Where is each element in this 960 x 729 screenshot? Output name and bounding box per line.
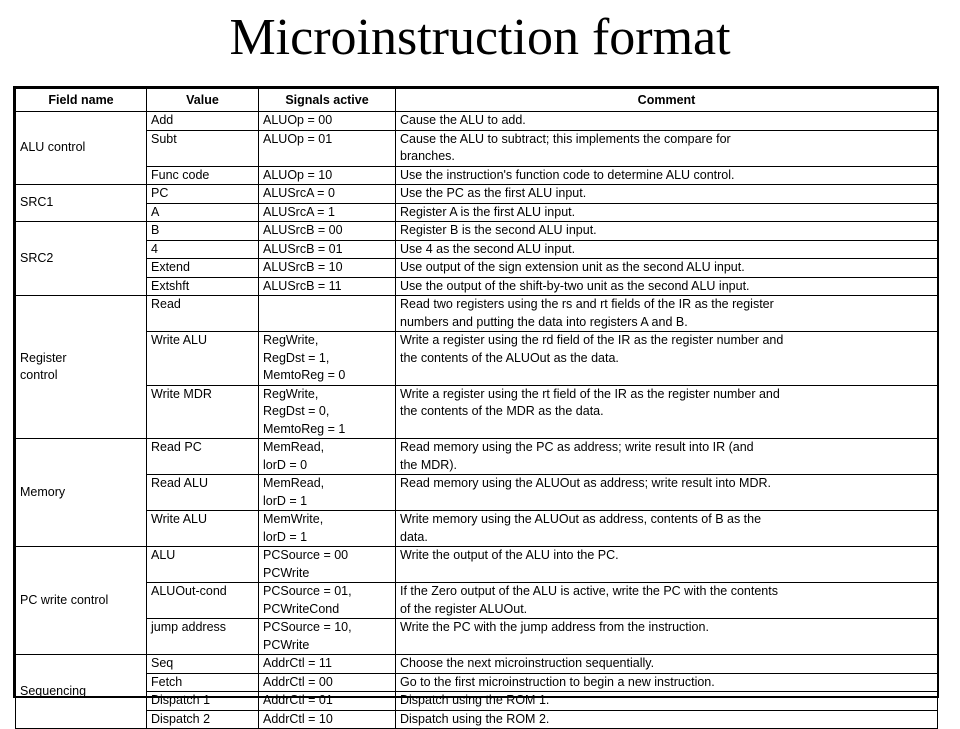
- table-row: [16, 692, 938, 711]
- value-cell-line: Dispatch 2: [151, 711, 211, 726]
- signals-cell-line: PCWrite: [263, 637, 310, 652]
- signals-cell-line: ALUSrcB = 10: [263, 260, 343, 274]
- signals-cell: [259, 692, 396, 711]
- table-row: [16, 655, 938, 674]
- value-cell-line: ALU: [151, 548, 176, 562]
- value-cell-line: jump address: [151, 620, 227, 634]
- signals-cell-line: ALUSrcB = 01: [263, 241, 343, 256]
- field-name-cell: [16, 222, 147, 296]
- table-row: [16, 547, 938, 583]
- signals-cell-line: AddrCtl = 10: [263, 711, 333, 726]
- comment-cell: [396, 655, 938, 674]
- comment-cell-line: data.: [400, 529, 428, 544]
- header-value: Value: [147, 89, 259, 112]
- signals-cell-line: ALUSrcA = 0: [263, 186, 335, 200]
- signals-cell: [259, 547, 396, 583]
- comment-cell-line: Use output of the sign extension unit as the second ALU input.: [400, 260, 745, 274]
- page-title: Microinstruction format: [229, 9, 731, 66]
- signals-cell-line: MemtoReg = 0: [263, 368, 346, 382]
- value-cell-line: Fetch: [151, 674, 183, 689]
- value-cell: [147, 130, 259, 166]
- value-cell-line: 4: [151, 241, 158, 256]
- table-body: [16, 112, 938, 729]
- signals-cell: [259, 240, 396, 259]
- signals-cell-line: ALUSrcA = 1: [263, 204, 335, 219]
- header-comment: Comment: [396, 89, 938, 112]
- signals-cell: [259, 185, 396, 204]
- header-field-name: Field name: [16, 89, 147, 112]
- value-cell-line: Func code: [151, 167, 210, 182]
- field-name-cell: [16, 547, 147, 655]
- signals-cell-line: AddrCtl = 11: [263, 656, 332, 670]
- value-cell: [147, 296, 259, 332]
- value-cell-line: PC: [151, 186, 169, 200]
- comment-cell-line: Read two registers using the rs and rt fields of the IR as the register: [400, 297, 774, 311]
- signals-cell-line: ALUSrcB = 00: [263, 223, 343, 237]
- value-cell-line: Write ALU: [151, 512, 208, 526]
- signals-cell-line: RegWrite,: [263, 386, 319, 401]
- signals-cell-line: ALUSrcB = 11: [263, 278, 342, 293]
- value-cell: [147, 619, 259, 655]
- table-row: [16, 439, 938, 475]
- signals-cell-line: MemWrite,: [263, 512, 324, 526]
- signals-cell: [259, 583, 396, 619]
- comment-cell: [396, 296, 938, 332]
- comment-cell-line: Use the instruction's function code to determine ALU control.: [400, 167, 735, 182]
- comment-cell-line: numbers and putting the data into registers A and B.: [400, 314, 688, 329]
- comment-cell-line: Dispatch using the ROM 2.: [400, 711, 550, 726]
- comment-cell: [396, 240, 938, 259]
- comment-cell-line: Read memory using the ALUOut as address; write result into MDR.: [400, 476, 771, 490]
- value-cell: [147, 185, 259, 204]
- field-name-cell: [16, 185, 147, 222]
- comment-cell: [396, 332, 938, 386]
- comment-cell: [396, 203, 938, 222]
- field-name-cell-line: Register: [20, 350, 67, 365]
- signals-cell: [259, 673, 396, 692]
- value-cell-line: Write MDR: [151, 386, 212, 401]
- signals-cell-line: AddrCtl = 00: [263, 674, 333, 689]
- comment-cell-line: Cause the ALU to add.: [400, 113, 526, 127]
- signals-cell: [259, 475, 396, 511]
- comment-cell-line: Write the output of the ALU into the PC.: [400, 548, 619, 562]
- signals-cell: [259, 259, 396, 278]
- comment-cell: [396, 166, 938, 185]
- signals-cell-line: MemRead,: [263, 476, 325, 490]
- signals-cell: [259, 655, 396, 674]
- value-cell-line: A: [151, 204, 160, 219]
- comment-cell-line: Write a register using the rt field of the IR as the register number and: [400, 386, 780, 401]
- signals-cell-line: ALUOp = 10: [263, 167, 333, 182]
- table-row: [16, 673, 938, 692]
- value-cell: [147, 385, 259, 439]
- comment-cell: [396, 475, 938, 511]
- value-cell-line: B: [151, 223, 160, 237]
- comment-cell: [396, 619, 938, 655]
- table-row: [16, 240, 938, 259]
- field-name-cell-line: Memory: [20, 484, 66, 499]
- table-row: [16, 710, 938, 729]
- comment-cell-line: Write the PC with the jump address from the instruction.: [400, 620, 709, 634]
- value-cell-line: Extshft: [151, 278, 190, 293]
- comment-cell: [396, 692, 938, 711]
- signals-cell: [259, 277, 396, 296]
- table-row: [16, 619, 938, 655]
- comment-cell: [396, 673, 938, 692]
- value-cell-line: Add: [151, 113, 174, 127]
- comment-cell: [396, 385, 938, 439]
- value-cell: [147, 511, 259, 547]
- field-name-cell-line: ALU control: [20, 140, 86, 155]
- value-cell: [147, 655, 259, 674]
- value-cell: [147, 240, 259, 259]
- comment-cell-line: Write memory using the ALUOut as address, contents of B as the: [400, 512, 762, 526]
- table-row: [16, 296, 938, 332]
- comment-cell: [396, 583, 938, 619]
- comment-cell-line: Choose the next microinstruction sequentially.: [400, 656, 655, 670]
- signals-cell-line: RegWrite,: [263, 333, 319, 347]
- comment-cell-line: Read memory using the PC as address; write result into IR (and: [400, 440, 754, 454]
- comment-cell: [396, 222, 938, 241]
- signals-cell: [259, 130, 396, 166]
- comment-cell-line: the MDR).: [400, 457, 457, 472]
- comment-cell-line: Register B is the second ALU input.: [400, 223, 597, 237]
- value-cell-line: Extend: [151, 260, 190, 274]
- value-cell: [147, 710, 259, 729]
- value-cell: [147, 547, 259, 583]
- comment-cell-line: the contents of the ALUOut as the data.: [400, 350, 619, 365]
- field-name-cell-line: PC write control: [20, 592, 109, 607]
- value-cell-line: Dispatch 1: [151, 693, 211, 707]
- signals-cell-line: ALUOp = 01: [263, 131, 333, 146]
- signals-cell: [259, 222, 396, 241]
- comment-cell-line: Cause the ALU to subtract; this implements the compare for: [400, 131, 731, 146]
- signals-cell-line: lorD = 1: [263, 529, 308, 544]
- signals-cell: [259, 710, 396, 729]
- signals-cell: [259, 511, 396, 547]
- value-cell: [147, 475, 259, 511]
- comment-cell-line: Register A is the first ALU input.: [400, 204, 576, 219]
- value-cell-line: Read PC: [151, 440, 202, 454]
- table-row: [16, 583, 938, 619]
- signals-cell-line: lorD = 0: [263, 457, 308, 472]
- comment-cell: [396, 130, 938, 166]
- signals-cell-line: MemRead,: [263, 440, 325, 454]
- signals-cell: [259, 385, 396, 439]
- field-name-cell-line: Sequencing: [20, 683, 87, 698]
- table-row: [16, 277, 938, 296]
- value-cell: [147, 166, 259, 185]
- field-name-cell-line: SRC2: [20, 250, 54, 265]
- signals-cell-line: PCSource = 00: [263, 548, 349, 562]
- comment-cell-line: Write a register using the rd field of the IR as the register number and: [400, 333, 784, 347]
- comment-cell-line: Dispatch using the ROM 1.: [400, 693, 550, 707]
- value-cell: [147, 692, 259, 711]
- field-name-cell: [16, 655, 147, 729]
- table-row: [16, 475, 938, 511]
- table-row: [16, 259, 938, 278]
- value-cell-line: Seq: [151, 656, 174, 670]
- table-row: [16, 511, 938, 547]
- signals-cell: [259, 619, 396, 655]
- value-cell: [147, 583, 259, 619]
- comment-cell: [396, 259, 938, 278]
- table-header-row: [16, 89, 938, 112]
- value-cell: [147, 112, 259, 131]
- comment-cell: [396, 277, 938, 296]
- signals-cell: [259, 332, 396, 386]
- signals-cell-line: ALUOp = 00: [263, 113, 333, 127]
- comment-cell-line: of the register ALUOut.: [400, 601, 528, 616]
- signals-cell-line: RegDst = 0,: [263, 404, 330, 418]
- table-row: [16, 112, 938, 131]
- table-row: [16, 166, 938, 185]
- comment-cell: [396, 511, 938, 547]
- signals-cell: [259, 203, 396, 222]
- microinstruction-table: [15, 88, 938, 729]
- field-name-cell-line: control: [20, 368, 58, 382]
- comment-cell: [396, 439, 938, 475]
- table-row: [16, 185, 938, 204]
- table-row: [16, 203, 938, 222]
- value-cell: [147, 277, 259, 296]
- value-cell-line: Read: [151, 297, 181, 311]
- table-row: [16, 332, 938, 386]
- signals-cell-line: AddrCtl = 01: [263, 693, 333, 707]
- signals-cell-line: PCWriteCond: [263, 601, 340, 616]
- value-cell: [147, 439, 259, 475]
- signals-cell: [259, 296, 396, 332]
- comment-cell-line: Use the output of the shift-by-two unit as the second ALU input.: [400, 278, 750, 293]
- value-cell-line: Write ALU: [151, 333, 208, 347]
- value-cell-line: ALUOut-cond: [151, 584, 227, 598]
- comment-cell-line: the contents of the MDR as the data.: [400, 404, 604, 418]
- comment-cell: [396, 185, 938, 204]
- signals-cell: [259, 112, 396, 131]
- table-row: [16, 130, 938, 166]
- comment-cell: [396, 710, 938, 729]
- comment-cell: [396, 547, 938, 583]
- comment-cell: [396, 112, 938, 131]
- signals-cell: [259, 439, 396, 475]
- signals-cell-line: PCSource = 01,: [263, 584, 352, 598]
- header-signals-active: Signals active: [259, 89, 396, 112]
- value-cell: [147, 259, 259, 278]
- comment-cell-line: Use 4 as the second ALU input.: [400, 241, 576, 256]
- comment-cell-line: branches.: [400, 149, 455, 163]
- signals-cell-line: RegDst = 1,: [263, 350, 330, 365]
- signals-cell: [259, 166, 396, 185]
- value-cell: [147, 332, 259, 386]
- value-cell: [147, 203, 259, 222]
- field-name-cell: [16, 112, 147, 185]
- signals-cell-line: PCWrite: [263, 565, 310, 580]
- value-cell: [147, 222, 259, 241]
- value-cell-line: Read ALU: [151, 476, 208, 490]
- value-cell-line: Subt: [151, 131, 177, 146]
- value-cell: [147, 673, 259, 692]
- signals-cell-line: MemtoReg = 1: [263, 421, 346, 436]
- field-name-cell: [16, 296, 147, 439]
- signals-cell-line: PCSource = 10,: [263, 620, 352, 634]
- field-name-cell-line: SRC1: [20, 195, 54, 210]
- table-row: [16, 222, 938, 241]
- signals-cell-line: [263, 296, 391, 314]
- comment-cell-line: If the Zero output of the ALU is active, write the PC with the contents: [400, 584, 778, 598]
- signals-cell-line: lorD = 1: [263, 493, 308, 508]
- microinstruction-table-frame: [13, 86, 939, 726]
- comment-cell-line: Use the PC as the first ALU input.: [400, 186, 587, 200]
- field-name-cell: [16, 439, 147, 547]
- table-row: [16, 385, 938, 439]
- comment-cell-line: Go to the first microinstruction to begin a new instruction.: [400, 674, 715, 689]
